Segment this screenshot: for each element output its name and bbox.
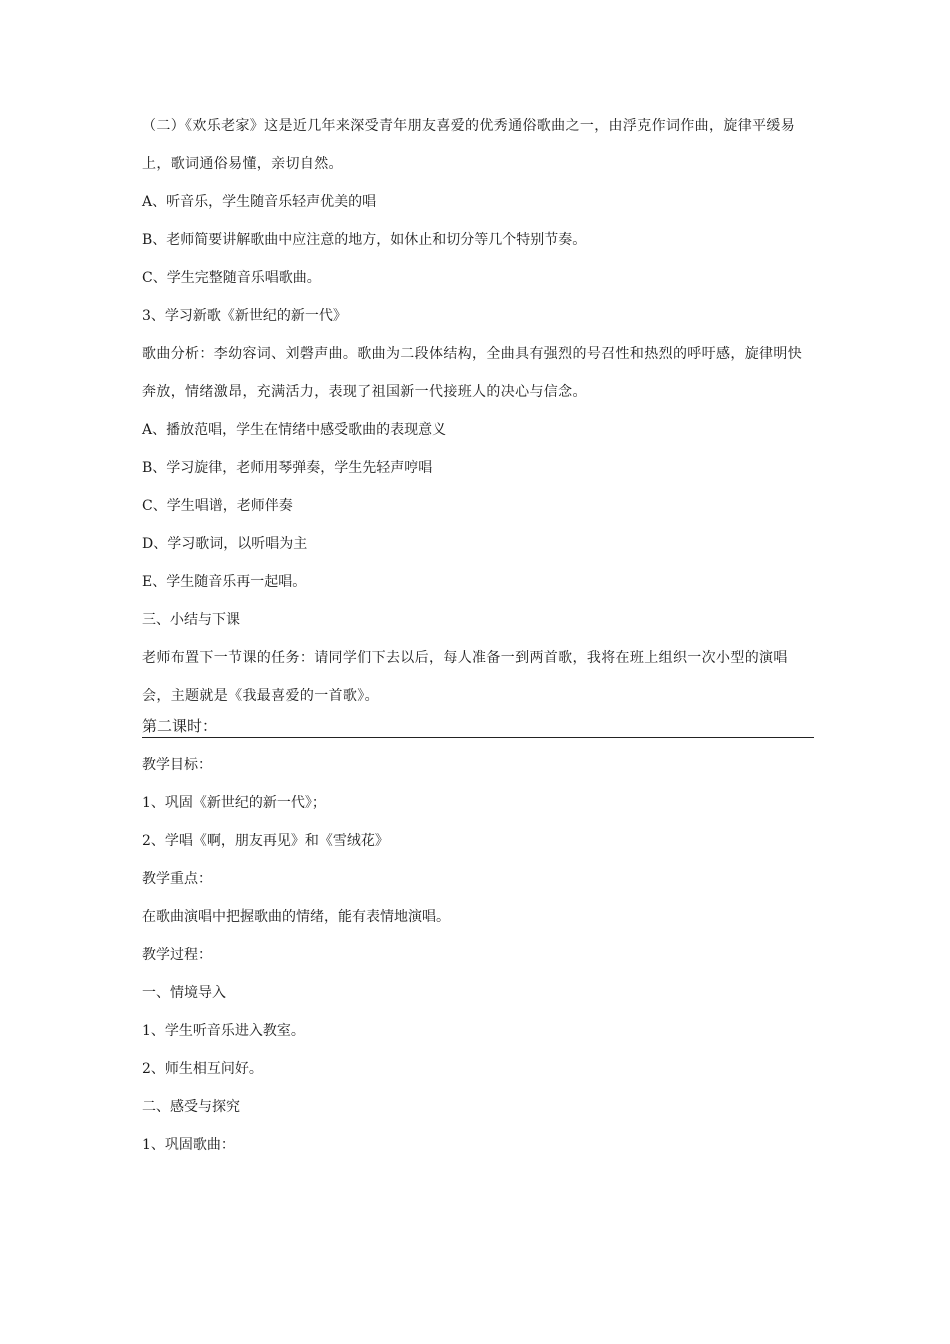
step-c-sing: C、学生完整随音乐唱歌曲。 bbox=[142, 270, 321, 286]
second-lesson-heading: 第二课时： bbox=[142, 716, 814, 738]
process-step-2-heading: 二、感受与探究 bbox=[142, 1099, 240, 1115]
teaching-goals-label: 教学目标： bbox=[142, 757, 212, 773]
step-b-explain: B、老师简要讲解歌曲中应注意的地方，如休止和切分等几个特别节奏。 bbox=[142, 232, 587, 248]
step-c-score: C、学生唱谱，老师伴奏 bbox=[142, 498, 293, 514]
step-d-lyrics: D、学习歌词，以听唱为主 bbox=[142, 536, 308, 552]
process-item-consolidate: 1、巩固歌曲： bbox=[142, 1137, 235, 1153]
summary-heading: 三、小结与下课 bbox=[142, 612, 240, 628]
goal-1: 1、巩固《新世纪的新一代》； bbox=[142, 795, 326, 811]
goal-2: 2、学唱《啊，朋友再见》和《雪绒花》 bbox=[142, 833, 389, 849]
document-page bbox=[142, 116, 814, 1173]
homework-paragraph: 老师布置下一节课的任务：请同学们下去以后，每人准备一到两首歌，我将在班上组织一次小型的演唱会，主题就是《我最喜爱的一首歌》。 bbox=[142, 650, 788, 704]
process-item-1: 1、学生听音乐进入教室。 bbox=[142, 1023, 305, 1039]
learn-new-song: 3、学习新歌《新世纪的新一代》 bbox=[142, 308, 347, 324]
paragraph-intro-song: （二）《欢乐老家》这是近几年来深受青年朋友喜爱的优秀通俗歌曲之一，由浮克作词作曲，旋律平缓易上，歌词通俗易懂，亲切自然。 bbox=[142, 118, 796, 172]
teaching-focus-text: 在歌曲演唱中把握歌曲的情绪，能有表情地演唱。 bbox=[142, 909, 450, 925]
step-e-sing-together: E、学生随音乐再一起唱。 bbox=[142, 574, 307, 590]
process-step-1-heading: 一、情境导入 bbox=[142, 985, 226, 1001]
teaching-process-label: 教学过程： bbox=[142, 947, 212, 963]
song-analysis: 歌曲分析：李幼容词、刘磬声曲。歌曲为二段体结构，全曲具有强烈的号召性和热烈的呼吁感，旋律明快奔放，情绪激昂，充满活力，表现了祖国新一代接班人的决心与信念。 bbox=[142, 346, 803, 400]
step-a-demo: A、播放范唱，学生在情绪中感受歌曲的表现意义 bbox=[142, 422, 447, 438]
process-item-2: 2、师生相互问好。 bbox=[142, 1061, 263, 1077]
step-a-listen: A、听音乐，学生随音乐轻声优美的唱 bbox=[142, 194, 377, 210]
step-b-melody: B、学习旋律，老师用琴弹奏，学生先轻声哼唱 bbox=[142, 460, 433, 476]
teaching-focus-label: 教学重点： bbox=[142, 871, 212, 887]
